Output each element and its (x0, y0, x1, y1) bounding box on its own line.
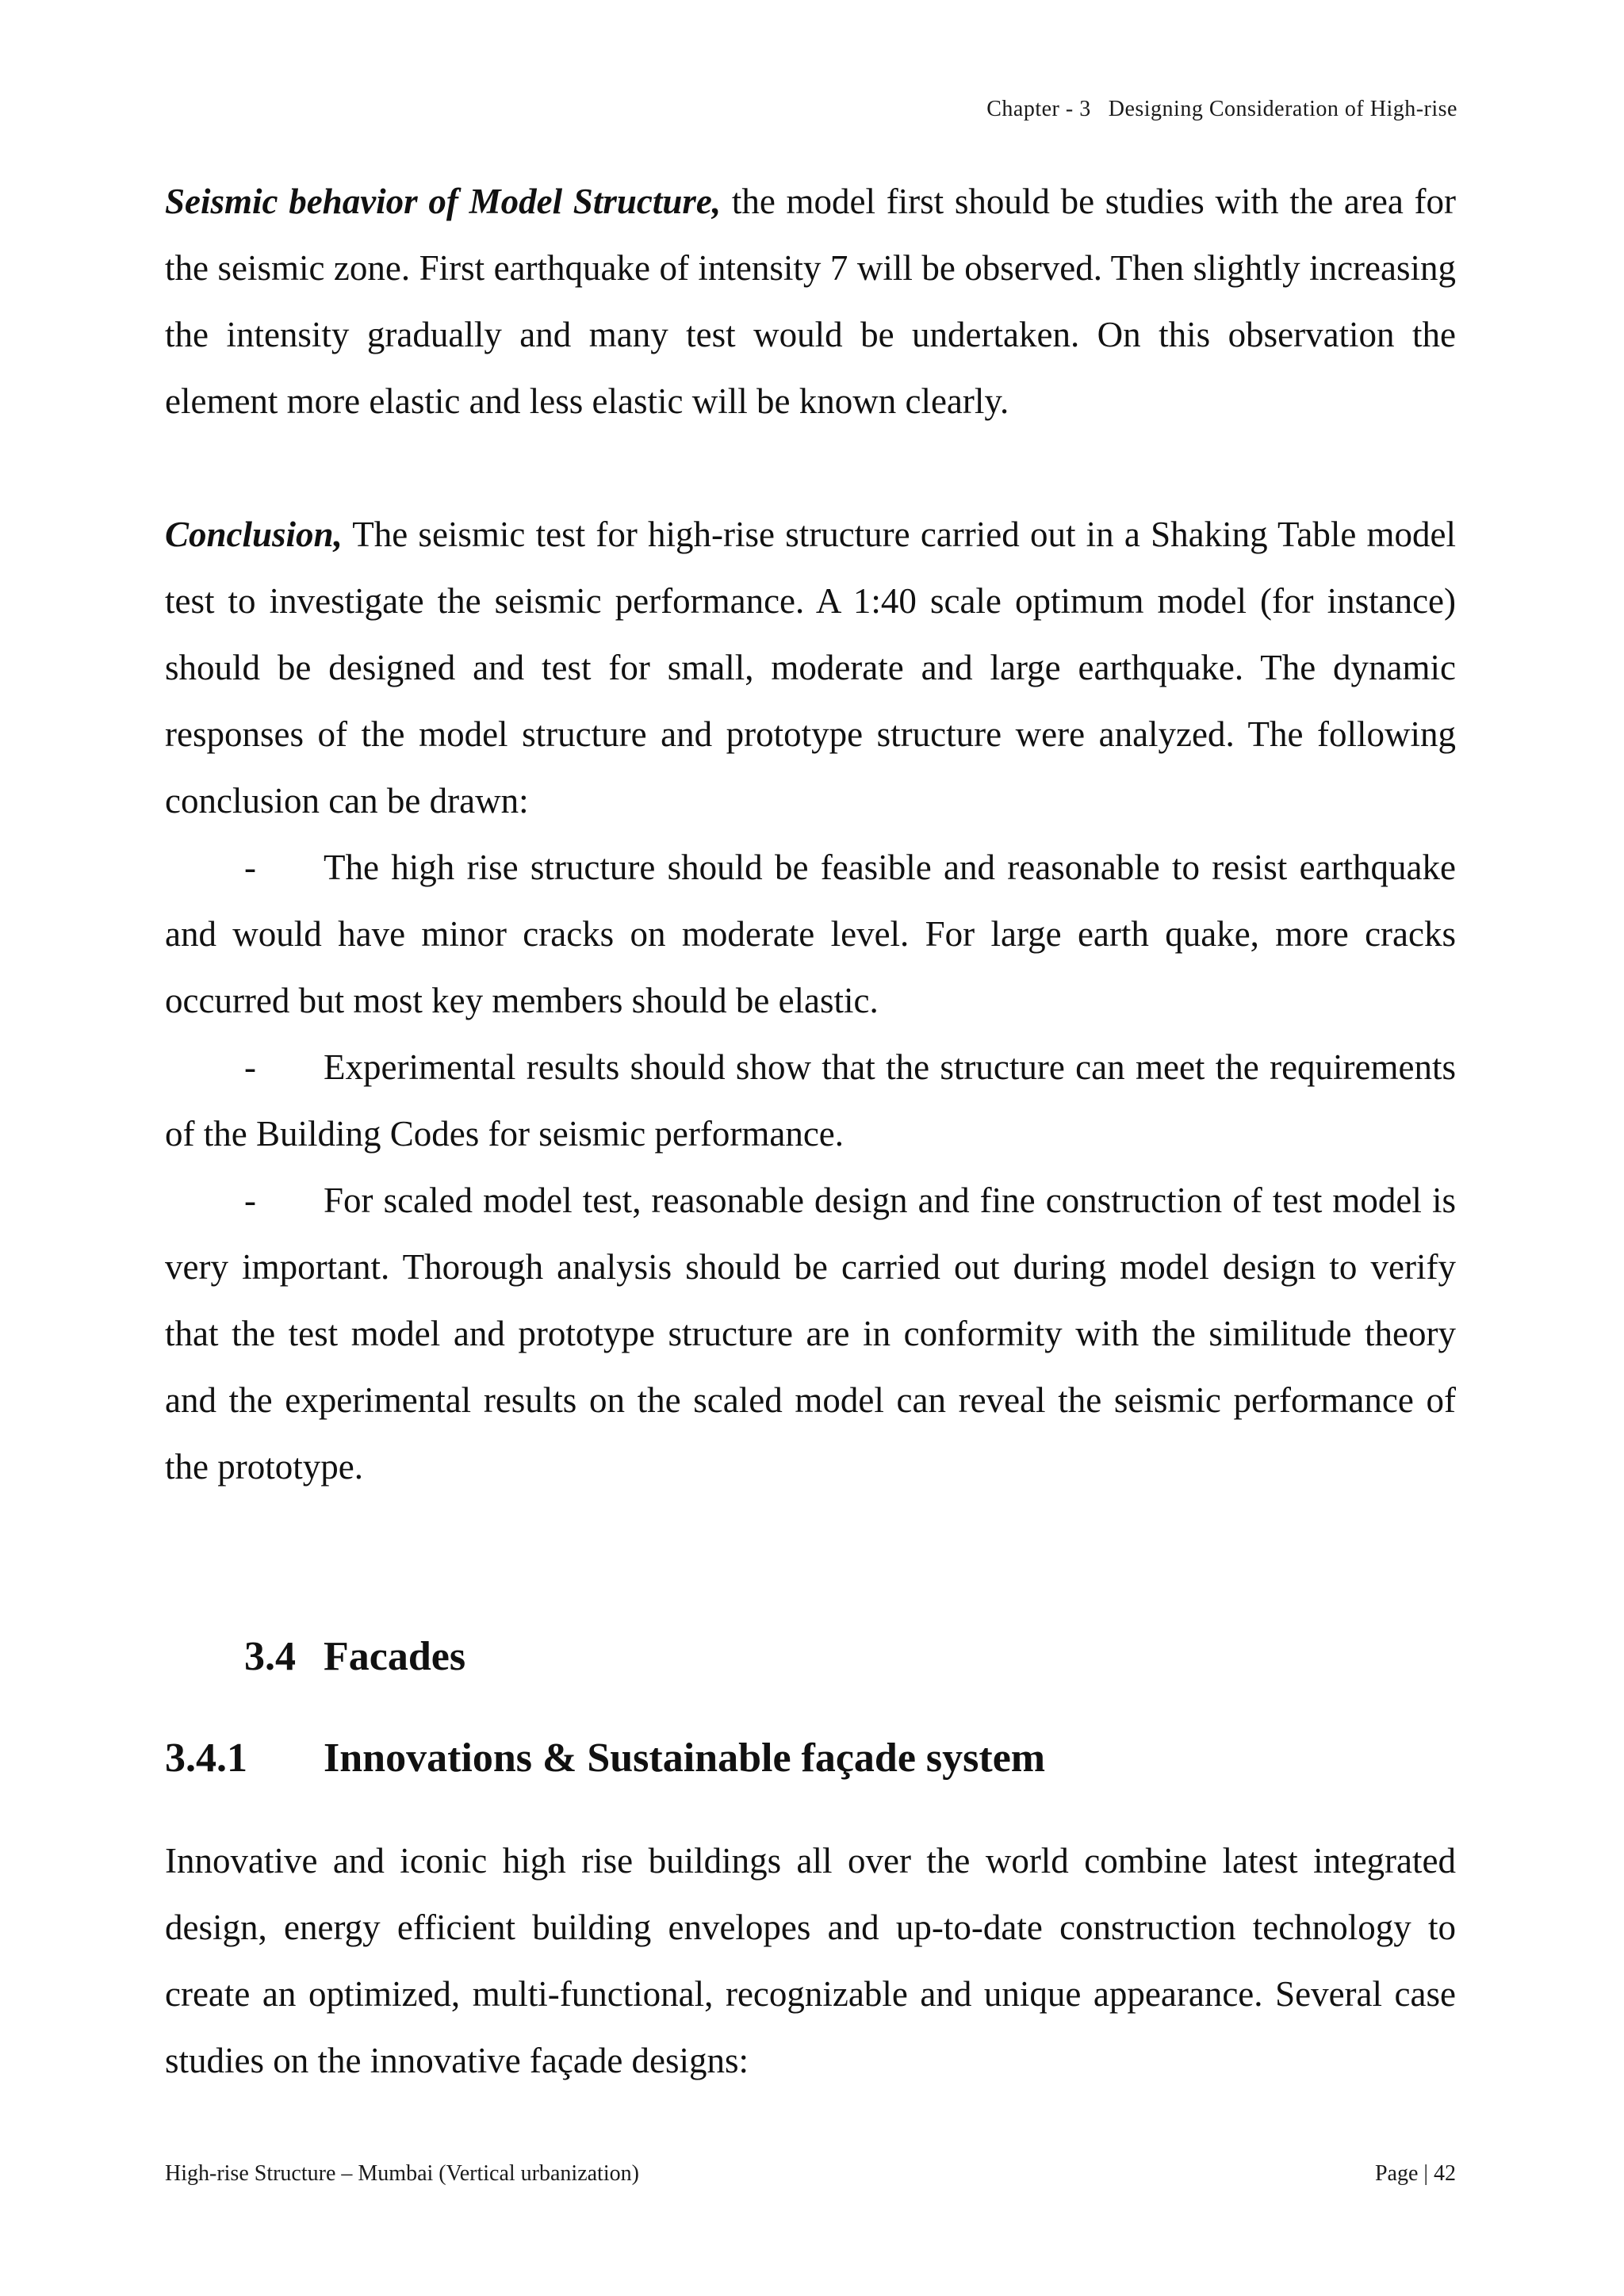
paragraph-gap (165, 434, 1456, 501)
seismic-lead: Seismic behavior of Model Structure, (165, 182, 722, 221)
section-heading-facades (244, 1633, 465, 1680)
innovations-paragraph: Innovative and iconic high rise buildings all over the world combine latest integrated design, energy efficient building envelopes and up-to-date construction technology to create an optimized, multi-functional, recognizable and unique appearance. Several case studies on the innovative façade designs: (165, 1841, 1456, 2080)
footer-document-title: High-rise Structure – Mumbai (Vertical urbanization) (165, 2161, 639, 2186)
header-title: Designing Consideration of High-rise (1108, 97, 1457, 121)
seismic-text: the model first should be studies with the area for the seismic zone. First earthquake of intensity 7 will be observed. Then slightly increasing the intensity gradually and many test would be undertaken. On this observation the element more elastic and less elastic will be known clearly. (165, 182, 1456, 421)
section-number: 3.4 (244, 1634, 296, 1679)
bullet-text: Experimental results should show that the structure can meet the requirements of the Building Codes for seismic performance. (165, 1047, 1456, 1154)
main-content (165, 168, 1456, 1500)
footer-page-number: Page | 42 (1374, 2161, 1456, 2186)
bullet-text: For scaled model test, reasonable design and fine construction of test model is very important. Thorough analysis should be carried out during model design to verify that the test model and prototype structure are in conformity with the similitude theory and the experimental results on the scaled model can reveal the seismic performance of the prototype. (165, 1181, 1456, 1487)
bullet-dash: - (244, 1181, 256, 1220)
innovations-content (165, 1827, 1456, 2094)
section-title: Facades (324, 1634, 466, 1679)
conclusion-bullet (165, 1034, 1456, 1167)
conclusion-text: The seismic test for high-rise structure carried out in a Shaking Table model test to investigate the seismic performance. A 1:40 scale optimum model (for instance) should be designed and test for small, moderate and large earthquake. The dynamic responses of the model structure and prototype structure were analyzed. The following conclusion can be drawn: (165, 515, 1456, 821)
header-chapter: Chapter - 3 (986, 97, 1091, 121)
subsection-number: 3.4.1 (165, 1735, 247, 1781)
seismic-paragraph (165, 168, 1456, 434)
conclusion-bullet (165, 834, 1456, 1034)
bullet-dash: - (244, 1047, 256, 1087)
bullet-dash: - (244, 848, 256, 887)
subsection-heading-innovations (165, 1735, 1045, 1781)
conclusion-bullet (165, 1167, 1456, 1500)
conclusion-paragraph (165, 501, 1456, 834)
subsection-title: Innovations & Sustainable façade system (324, 1735, 1046, 1781)
bullet-text: The high rise structure should be feasible and reasonable to resist earthquake and would have minor cracks on moderate level. For large earth quake, more cracks occurred but most key members should be elastic. (165, 848, 1456, 1020)
page-header (986, 97, 1457, 122)
conclusion-lead: Conclusion, (165, 515, 343, 554)
